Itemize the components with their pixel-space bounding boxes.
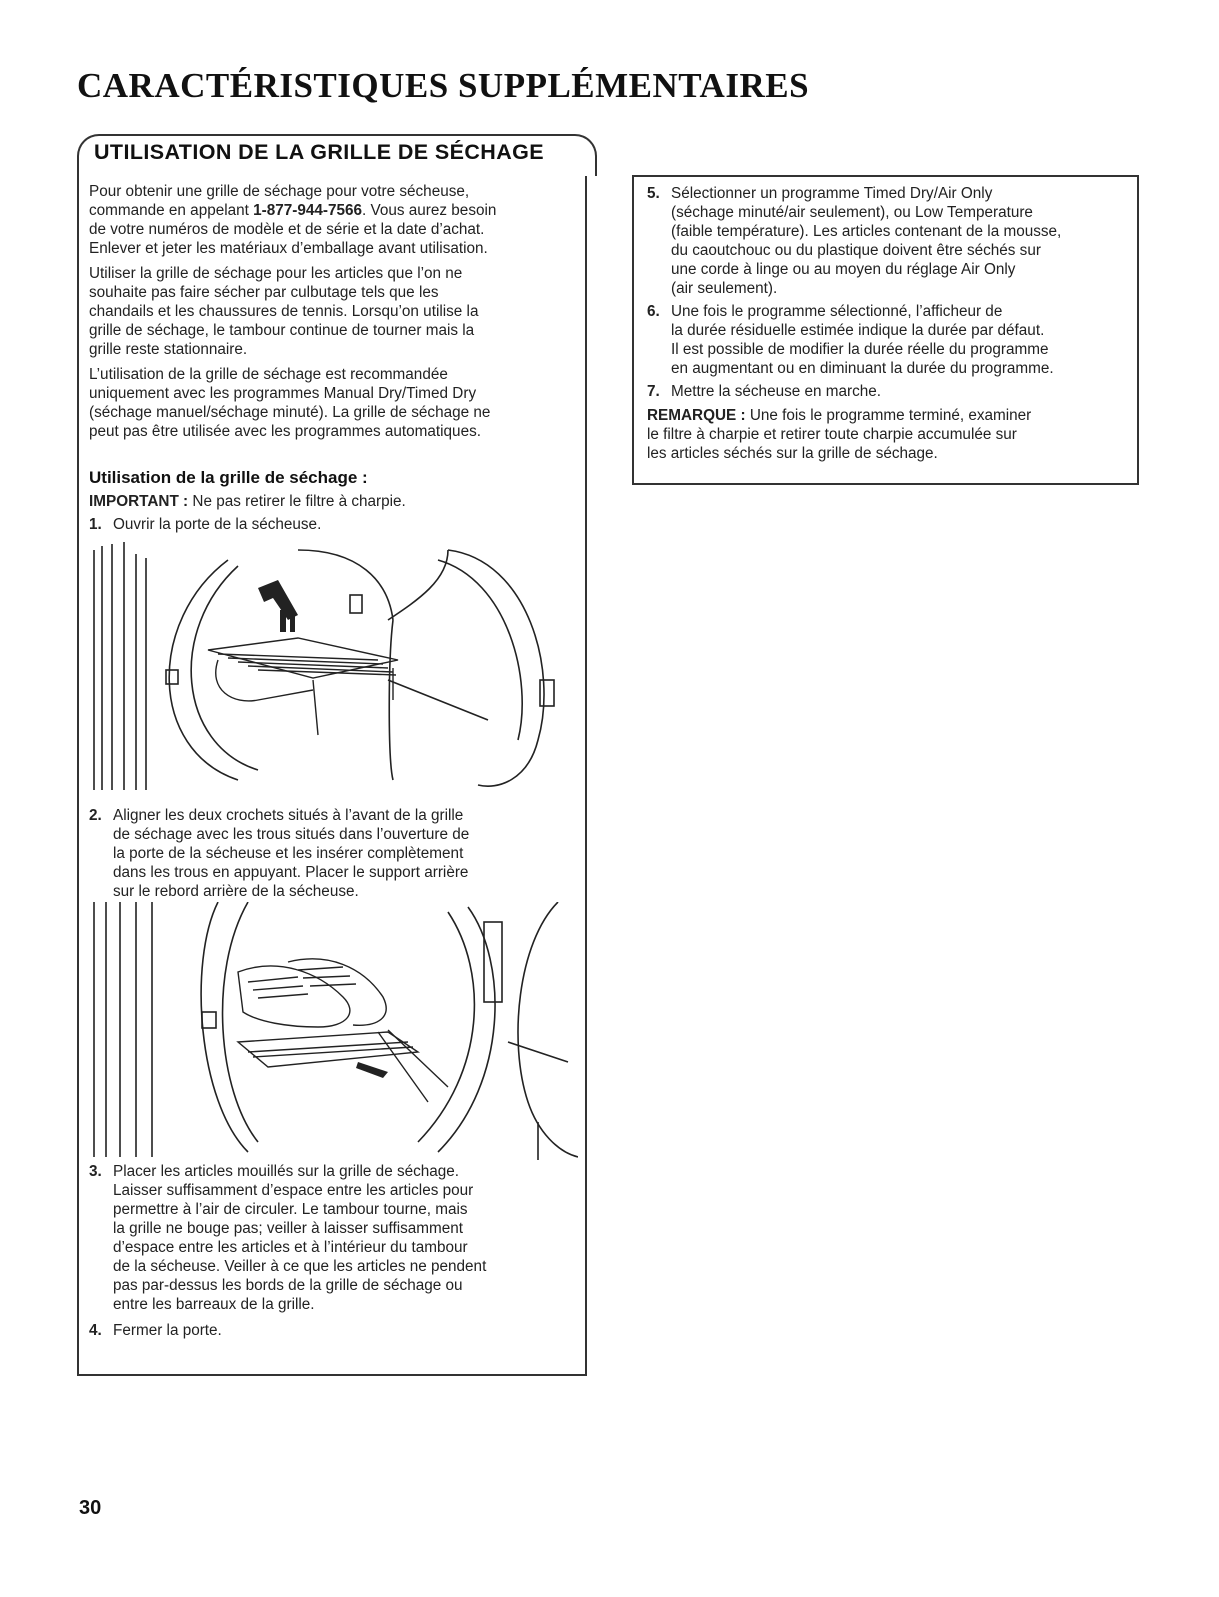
- step-text: Placer les articles mouillés sur la grille de séchage. Laisser suffisamment d’espace entre les articles pour permettre à l’air de circuler. Le tambour tourne, mais la grille ne bouge pas; veiller à laisser suffisamment d’espace entre les articles et à l’intérieur du tambour de la sécheuse. Veiller à ce que les articles ne pendent pas par-dessus les bords de la grille de séchage ou entre les barreaux de la grille.: [113, 1163, 487, 1313]
- step-3: [89, 1162, 579, 1322]
- step-2: [89, 806, 579, 906]
- step-number: 5.: [647, 185, 660, 202]
- subheading: Utilisation de la grille de séchage :: [89, 468, 368, 487]
- step-1: [89, 515, 579, 535]
- step-number: 4.: [89, 1322, 102, 1339]
- dryer-rack-insert-illustration: [88, 540, 578, 790]
- intro-paragraph-2: Utiliser la grille de séchage pour les articles que l’on ne souhaite pas faire sécher par culbutage tels que les chandails et les chaussures de tennis. Lorsqu’on utilise la grille de séchage, le tambour continue de tourner mais la grille reste stationnaire.: [89, 265, 479, 358]
- step-text: Sélectionner un programme Timed Dry/Air Only (séchage minuté/air seulement), ou Low Temperature (faible température). Les articles contenant de la mousse, du caoutchouc ou du plastique doivent être séchés sur une corde à linge ou au moyen du réglage Air Only (air seulement).: [671, 185, 1062, 297]
- intro-paragraph-1: Pour obtenir une grille de séchage pour votre sécheuse, commande en appelant 1-877-944-7566. Vous aurez besoin de votre numéros de modèle et de série et la date d’achat. Enlever et jeter les matériaux d’emballage avant utilisation.: [89, 183, 497, 257]
- important-note: IMPORTANT : Ne pas retirer le filtre à charpie.: [89, 493, 406, 510]
- step-4: [89, 1321, 579, 1341]
- step-number: 6.: [647, 303, 660, 320]
- intro-paragraph-3: L’utilisation de la grille de séchage est recommandée uniquement avec les programmes Manual Dry/Timed Dry (séchage manuel/séchage minuté). La grille de séchage ne peut pas être utilisée avec les programmes automatiques.: [89, 366, 491, 440]
- step-text: Aligner les deux crochets situés à l’avant de la grille de séchage avec les trous situés dans l’ouverture de la porte de la sécheuse et les insérer complètement dans les trous en appuyant. Placer le support arrière sur le rebord arrière de la sécheuse.: [113, 807, 470, 900]
- note-label: REMARQUE :: [647, 407, 746, 424]
- step-text: Ouvrir la porte de la sécheuse.: [113, 516, 322, 533]
- step-number: 3.: [89, 1163, 102, 1180]
- note: REMARQUE : Une fois le programme terminé, examiner le filtre à charpie et retirer toute charpie accumulée sur les articles séchés sur la grille de séchage.: [647, 407, 1032, 462]
- step-6: [647, 302, 1132, 382]
- step-number: 1.: [89, 516, 102, 533]
- shoes-on-rack-illustration: [88, 902, 578, 1160]
- intro-text: [89, 182, 579, 447]
- page-title: CARACTÉRISTIQUES SUPPLÉMENTAIRES: [77, 66, 810, 105]
- step-number: 2.: [89, 807, 102, 824]
- step-text: Une fois le programme sélectionné, l’afficheur de la durée résiduelle estimée indique la durée par défaut. Il est possible de modifier la durée réelle du programme en augmentant ou en diminuant la durée du programme.: [671, 303, 1054, 377]
- step-text: Mettre la sécheuse en marche.: [671, 383, 882, 400]
- section-title: UTILISATION DE LA GRILLE DE SÉCHAGE: [94, 140, 544, 164]
- important-label: IMPORTANT :: [89, 493, 189, 510]
- phone-number: 1-877-944-7566: [253, 202, 363, 219]
- step-text: Fermer la porte.: [113, 1322, 222, 1339]
- step-number: 7.: [647, 383, 660, 400]
- step-5: [647, 184, 1132, 302]
- page-number: 30: [79, 1497, 102, 1519]
- step-7: [647, 382, 1132, 402]
